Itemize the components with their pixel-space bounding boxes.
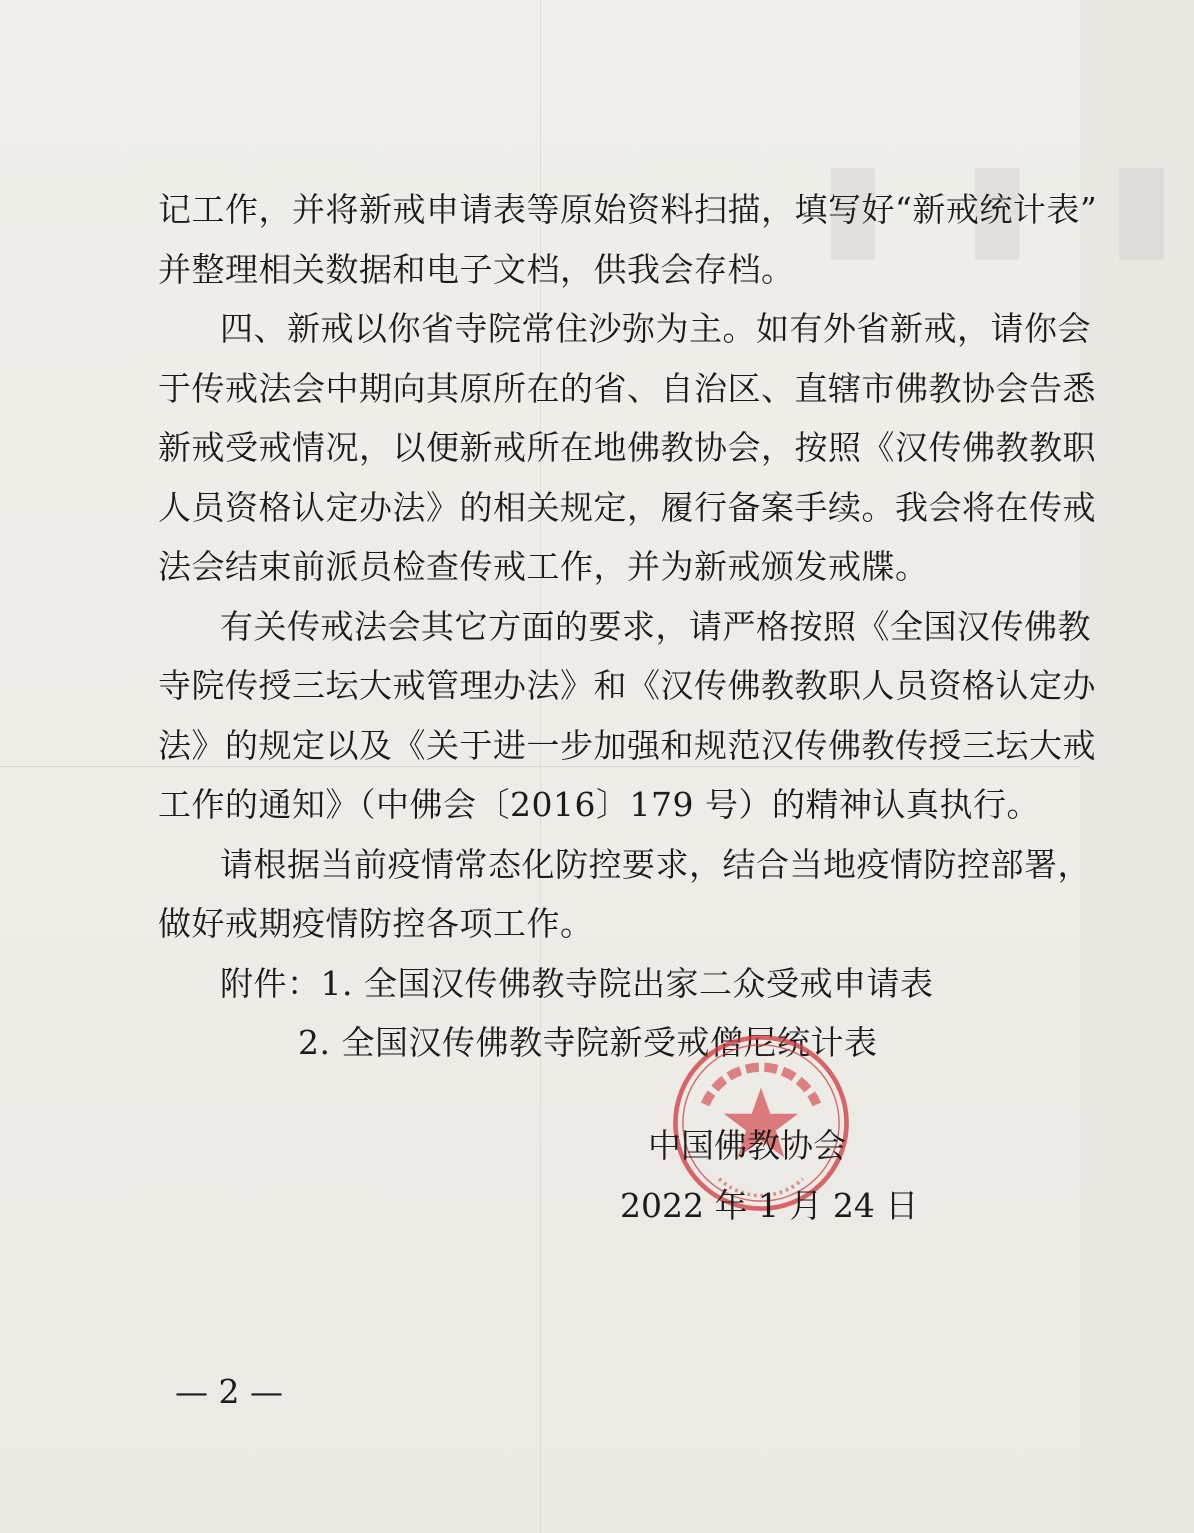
attachment-item-2: 2. 全国汉传佛教寺院新受戒僧尼统计表 xyxy=(298,1023,878,1062)
text-line: 法》的规定以及《关于进一步加强和规范汉传佛教传授三坛大戒 xyxy=(158,725,1096,765)
bleed-through-title: ▮ ▮ ▮ xyxy=(820,135,1194,274)
page-number: — 2 — xyxy=(175,1372,283,1411)
text-line: 做好戒期疫情防控各项工作。 xyxy=(158,904,594,943)
text-line: 记工作，并将新戒申请表等原始资料扫描，填写好“新戒统计表” xyxy=(158,190,1098,229)
text-line: 请根据当前疫情常态化防控要求，结合当地疫情防控部署， xyxy=(220,844,1091,884)
signature-date: 2022 年 1 月 24 日 xyxy=(620,1186,919,1225)
text-line: 有关传戒法会其它方面的要求，请严格按照《全国汉传佛教 xyxy=(220,606,1091,646)
text-line: 新戒受戒情况，以便新戒所在地佛教协会，按照《汉传佛教教职 xyxy=(158,428,1096,467)
text-line: 寺院传授三坛大戒管理办法》和《汉传佛教教职人员资格认定办 xyxy=(158,666,1096,705)
text-line: 法会结束前派员检查传戒工作，并为新戒颁发戒牒。 xyxy=(158,547,929,586)
signature-organization: 中国佛教协会 xyxy=(648,1126,846,1165)
text-line: 人员资格认定办法》的相关规定，履行备案手续。我会将在传戒 xyxy=(158,487,1096,527)
text-line: 四、新戒以你省寺院常住沙弥为主。如有外省新戒，请你会 xyxy=(220,309,1091,348)
body-text xyxy=(158,180,1098,1073)
text-line: 于传戒法会中期向其原所在的省、自治区、直辖市佛教协会告悉 xyxy=(158,368,1096,408)
text-line: 工作的通知》（中佛会〔2016〕179 号）的精神认真执行。 xyxy=(158,785,1040,824)
text-line: 并整理相关数据和电子文档，供我会存档。 xyxy=(158,249,795,289)
attachment-item-1: 附件：1. 全国汉传佛教寺院出家二众受戒申请表 xyxy=(220,963,934,1003)
